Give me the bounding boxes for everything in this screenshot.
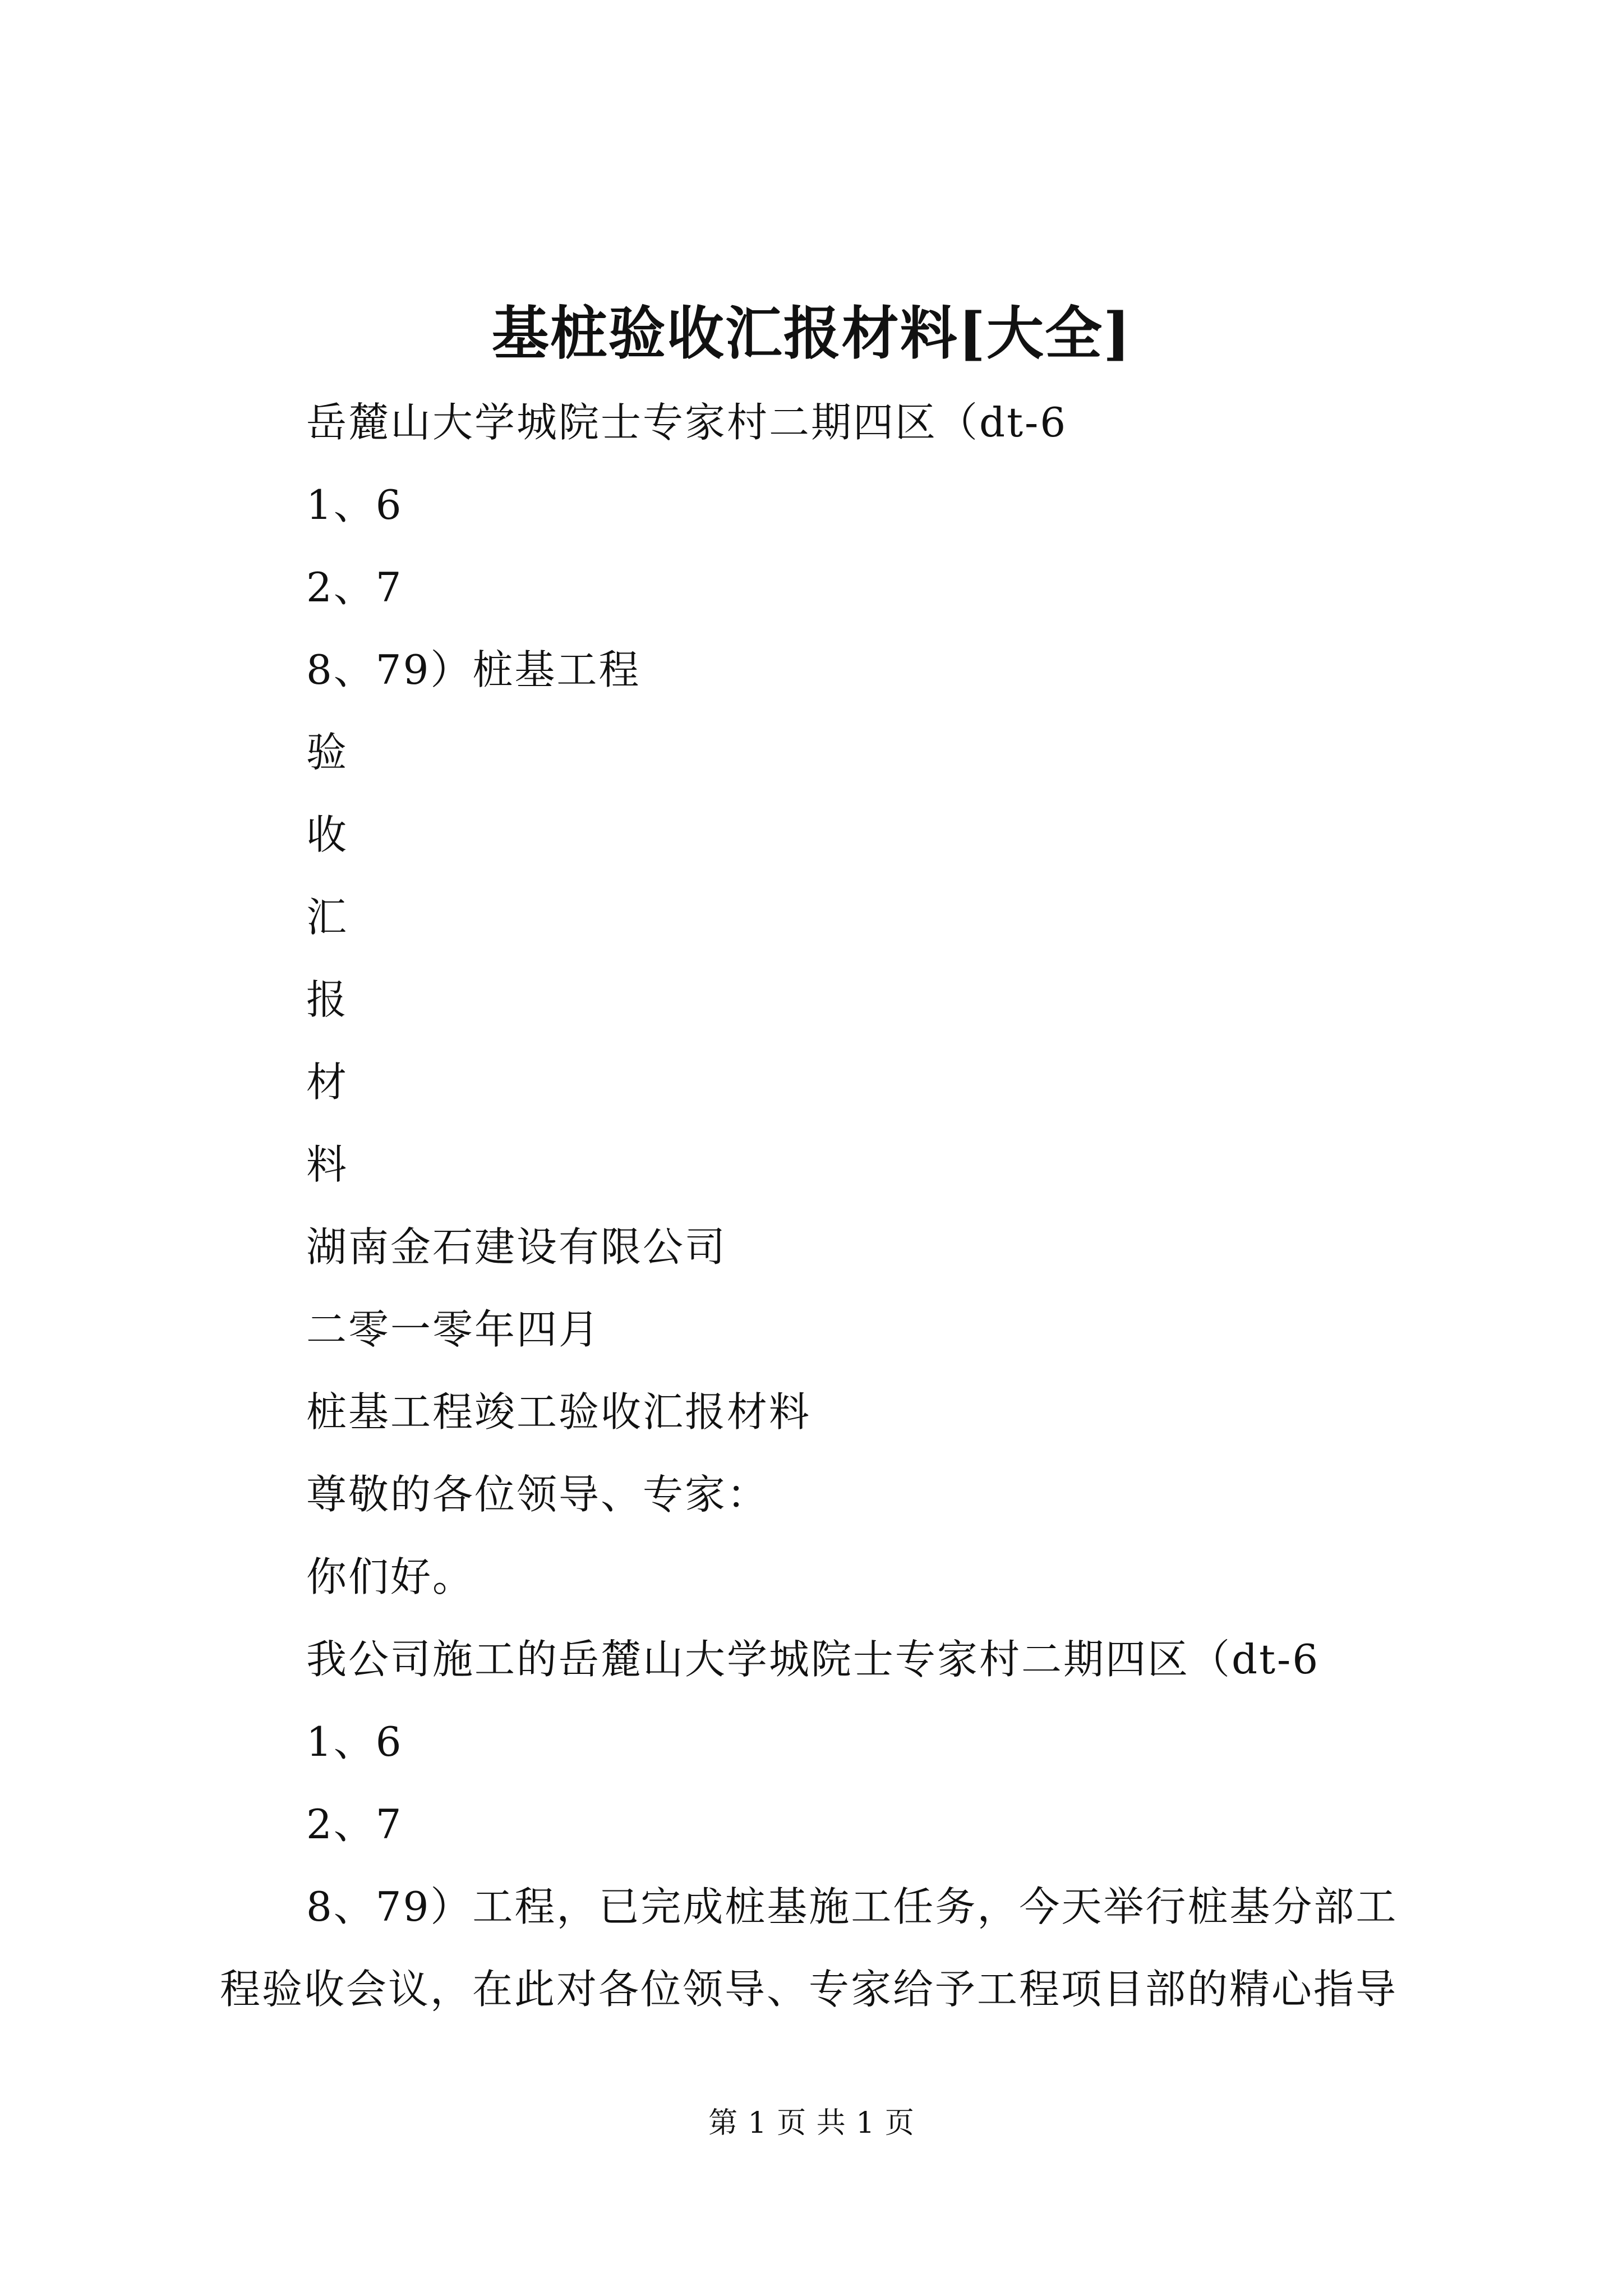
body-paragraph-line: 程验收会议，在此对各位领导、专家给予工程项目部的精心指导 bbox=[220, 1966, 1398, 2013]
body-line: 8、79）桩基工程 bbox=[306, 646, 641, 693]
body-line: 1、6 bbox=[306, 481, 403, 528]
page-footer: 第 1 页 共 1 页 bbox=[708, 2106, 915, 2140]
body-line: 收 bbox=[306, 811, 349, 858]
body-line: 我公司施工的岳麓山大学城院士专家村二期四区（dt-6 bbox=[306, 1636, 1320, 1683]
body-line: 材 bbox=[306, 1059, 349, 1106]
greeting: 你们好。 bbox=[306, 1553, 475, 1600]
body-line: 2、7 bbox=[306, 1801, 403, 1848]
body-paragraph-line: 8、79）工程，已完成桩基施工任务，今天举行桩基分部工 bbox=[306, 1883, 1398, 1930]
body-line: 料 bbox=[306, 1141, 349, 1188]
document-body bbox=[220, 381, 1420, 2031]
body-line: 汇 bbox=[306, 894, 349, 941]
salutation: 尊敬的各位领导、专家： bbox=[306, 1471, 769, 1518]
body-line: 岳麓山大学城院士专家村二期四区（dt-6 bbox=[306, 399, 1068, 446]
body-line: 验 bbox=[306, 729, 349, 776]
body-line: 1、6 bbox=[306, 1718, 403, 1765]
document-title: 基桩验收汇报材料[大全] bbox=[491, 300, 1132, 367]
section-heading: 桩基工程竣工验收汇报材料 bbox=[306, 1388, 811, 1435]
document-date: 二零一零年四月 bbox=[306, 1306, 601, 1353]
company-name: 湖南金石建设有限公司 bbox=[306, 1223, 727, 1271]
body-line: 2、7 bbox=[306, 564, 403, 611]
body-line: 报 bbox=[306, 976, 349, 1023]
